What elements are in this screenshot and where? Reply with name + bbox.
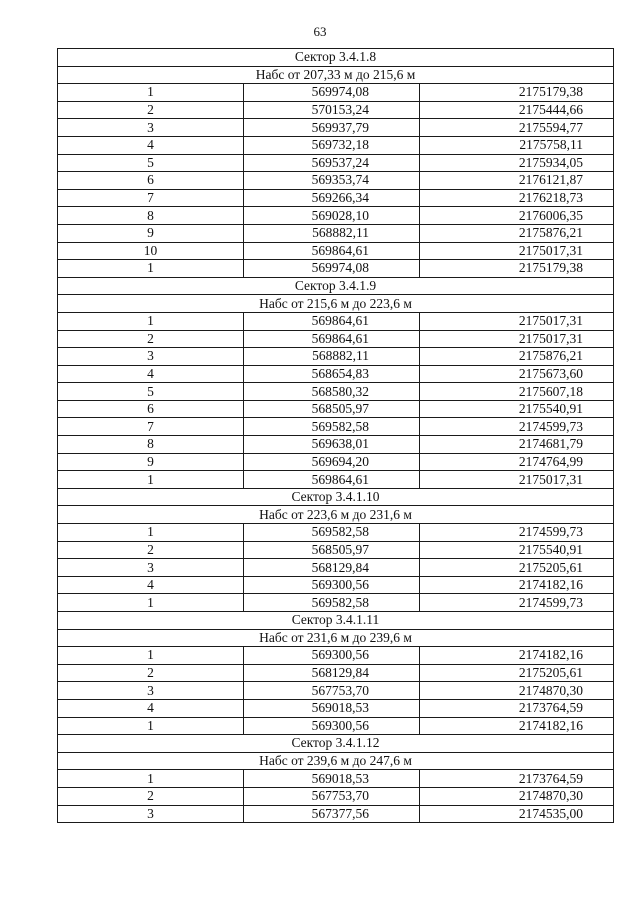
table-row xyxy=(58,787,614,805)
point-number: 8 xyxy=(58,207,244,225)
y-coordinate: 2175017,31 xyxy=(420,471,614,489)
point-number: 8 xyxy=(58,436,244,454)
x-coordinate: 569974,08 xyxy=(244,84,420,102)
sector-header-row xyxy=(58,49,614,67)
x-coordinate: 568505,97 xyxy=(244,400,420,418)
x-coordinate: 569537,24 xyxy=(244,154,420,172)
x-coordinate: 569937,79 xyxy=(244,119,420,137)
point-number: 2 xyxy=(58,101,244,119)
table-row xyxy=(58,418,614,436)
height-range-row xyxy=(58,752,614,770)
point-number: 5 xyxy=(58,383,244,401)
point-number: 1 xyxy=(58,312,244,330)
table-row xyxy=(58,559,614,577)
y-coordinate: 2175594,77 xyxy=(420,119,614,137)
y-coordinate: 2176006,35 xyxy=(420,207,614,225)
point-number: 1 xyxy=(58,524,244,542)
table-row xyxy=(58,383,614,401)
y-coordinate: 2176121,87 xyxy=(420,172,614,190)
height-range-row xyxy=(58,295,614,313)
table-row xyxy=(58,84,614,102)
y-coordinate: 2173764,59 xyxy=(420,699,614,717)
y-coordinate: 2174870,30 xyxy=(420,787,614,805)
point-number: 2 xyxy=(58,787,244,805)
x-coordinate: 569266,34 xyxy=(244,189,420,207)
sector-title: Сектор 3.4.1.12 xyxy=(58,735,614,753)
point-number: 9 xyxy=(58,224,244,242)
x-coordinate: 569300,56 xyxy=(244,647,420,665)
y-coordinate: 2175179,38 xyxy=(420,260,614,278)
x-coordinate: 567377,56 xyxy=(244,805,420,823)
y-coordinate: 2174870,30 xyxy=(420,682,614,700)
x-coordinate: 569018,53 xyxy=(244,699,420,717)
y-coordinate: 2175540,91 xyxy=(420,400,614,418)
y-coordinate: 2174599,73 xyxy=(420,418,614,436)
page-number: 63 xyxy=(313,24,327,39)
y-coordinate: 2175444,66 xyxy=(420,101,614,119)
point-number: 3 xyxy=(58,348,244,366)
y-coordinate: 2175017,31 xyxy=(420,330,614,348)
point-number: 9 xyxy=(58,453,244,471)
y-coordinate: 2175017,31 xyxy=(420,312,614,330)
table-row xyxy=(58,330,614,348)
table-row xyxy=(58,207,614,225)
y-coordinate: 2174182,16 xyxy=(420,717,614,735)
table-row xyxy=(58,242,614,260)
table-row xyxy=(58,101,614,119)
sector-header-row xyxy=(58,488,614,506)
sector-title: Сектор 3.4.1.8 xyxy=(58,49,614,67)
height-range-row xyxy=(58,506,614,524)
y-coordinate: 2174535,00 xyxy=(420,805,614,823)
point-number: 10 xyxy=(58,242,244,260)
x-coordinate: 568654,83 xyxy=(244,365,420,383)
y-coordinate: 2175205,61 xyxy=(420,664,614,682)
x-coordinate: 569694,20 xyxy=(244,453,420,471)
point-number: 2 xyxy=(58,541,244,559)
y-coordinate: 2175205,61 xyxy=(420,559,614,577)
point-number: 5 xyxy=(58,154,244,172)
x-coordinate: 569864,61 xyxy=(244,242,420,260)
y-coordinate: 2174182,16 xyxy=(420,576,614,594)
y-coordinate: 2174182,16 xyxy=(420,647,614,665)
table-row xyxy=(58,541,614,559)
point-number: 7 xyxy=(58,189,244,207)
x-coordinate: 569864,61 xyxy=(244,312,420,330)
table-row xyxy=(58,717,614,735)
point-number: 1 xyxy=(58,84,244,102)
sector-title: Сектор 3.4.1.11 xyxy=(58,612,614,630)
table-row xyxy=(58,664,614,682)
y-coordinate: 2176218,73 xyxy=(420,189,614,207)
sector-header-row xyxy=(58,612,614,630)
y-coordinate: 2175607,18 xyxy=(420,383,614,401)
point-number: 1 xyxy=(58,594,244,612)
table-row xyxy=(58,682,614,700)
x-coordinate: 568580,32 xyxy=(244,383,420,401)
table-row xyxy=(58,576,614,594)
point-number: 2 xyxy=(58,330,244,348)
height-range: Набс от 239,6 м до 247,6 м xyxy=(58,752,614,770)
height-range: Набс от 207,33 м до 215,6 м xyxy=(58,66,614,84)
point-number: 1 xyxy=(58,647,244,665)
x-coordinate: 569300,56 xyxy=(244,717,420,735)
x-coordinate: 569974,08 xyxy=(244,260,420,278)
y-coordinate: 2174599,73 xyxy=(420,594,614,612)
y-coordinate: 2175540,91 xyxy=(420,541,614,559)
x-coordinate: 569300,56 xyxy=(244,576,420,594)
table-row xyxy=(58,189,614,207)
x-coordinate: 569638,01 xyxy=(244,436,420,454)
point-number: 4 xyxy=(58,699,244,717)
table-row xyxy=(58,699,614,717)
point-number: 2 xyxy=(58,664,244,682)
x-coordinate: 569582,58 xyxy=(244,594,420,612)
height-range: Набс от 215,6 м до 223,6 м xyxy=(58,295,614,313)
x-coordinate: 569582,58 xyxy=(244,418,420,436)
y-coordinate: 2175876,21 xyxy=(420,224,614,242)
x-coordinate: 569864,61 xyxy=(244,330,420,348)
table-row xyxy=(58,154,614,172)
x-coordinate: 568129,84 xyxy=(244,664,420,682)
table-row xyxy=(58,224,614,242)
coordinates-table xyxy=(57,48,614,823)
x-coordinate: 569353,74 xyxy=(244,172,420,190)
height-range: Набс от 231,6 м до 239,6 м xyxy=(58,629,614,647)
x-coordinate: 568882,11 xyxy=(244,348,420,366)
table-body xyxy=(58,49,614,823)
point-number: 4 xyxy=(58,576,244,594)
table-row xyxy=(58,594,614,612)
y-coordinate: 2174599,73 xyxy=(420,524,614,542)
table-row xyxy=(58,400,614,418)
y-coordinate: 2174681,79 xyxy=(420,436,614,454)
y-coordinate: 2175179,38 xyxy=(420,84,614,102)
height-range-row xyxy=(58,66,614,84)
point-number: 4 xyxy=(58,365,244,383)
point-number: 1 xyxy=(58,770,244,788)
point-number: 1 xyxy=(58,471,244,489)
point-number: 6 xyxy=(58,172,244,190)
y-coordinate: 2175673,60 xyxy=(420,365,614,383)
point-number: 3 xyxy=(58,805,244,823)
sector-header-row xyxy=(58,735,614,753)
y-coordinate: 2175758,11 xyxy=(420,136,614,154)
table-row xyxy=(58,172,614,190)
x-coordinate: 568129,84 xyxy=(244,559,420,577)
table-row xyxy=(58,365,614,383)
height-range: Набс от 223,6 м до 231,6 м xyxy=(58,506,614,524)
x-coordinate: 568882,11 xyxy=(244,224,420,242)
point-number: 4 xyxy=(58,136,244,154)
table-row xyxy=(58,805,614,823)
y-coordinate: 2175934,05 xyxy=(420,154,614,172)
table-row xyxy=(58,436,614,454)
table-row xyxy=(58,119,614,137)
x-coordinate: 569018,53 xyxy=(244,770,420,788)
table-row xyxy=(58,312,614,330)
table-row xyxy=(58,260,614,278)
point-number: 1 xyxy=(58,260,244,278)
table-row xyxy=(58,348,614,366)
y-coordinate: 2173764,59 xyxy=(420,770,614,788)
y-coordinate: 2175017,31 xyxy=(420,242,614,260)
point-number: 3 xyxy=(58,119,244,137)
x-coordinate: 570153,24 xyxy=(244,101,420,119)
table-row xyxy=(58,136,614,154)
point-number: 1 xyxy=(58,717,244,735)
x-coordinate: 569732,18 xyxy=(244,136,420,154)
sector-title: Сектор 3.4.1.9 xyxy=(58,277,614,295)
y-coordinate: 2174764,99 xyxy=(420,453,614,471)
table-row xyxy=(58,524,614,542)
x-coordinate: 569864,61 xyxy=(244,471,420,489)
point-number: 3 xyxy=(58,682,244,700)
point-number: 6 xyxy=(58,400,244,418)
height-range-row xyxy=(58,629,614,647)
point-number: 3 xyxy=(58,559,244,577)
sector-title: Сектор 3.4.1.10 xyxy=(58,488,614,506)
table-row xyxy=(58,647,614,665)
x-coordinate: 569028,10 xyxy=(244,207,420,225)
y-coordinate: 2175876,21 xyxy=(420,348,614,366)
x-coordinate: 567753,70 xyxy=(244,787,420,805)
x-coordinate: 568505,97 xyxy=(244,541,420,559)
sector-header-row xyxy=(58,277,614,295)
table-row xyxy=(58,453,614,471)
x-coordinate: 569582,58 xyxy=(244,524,420,542)
point-number: 7 xyxy=(58,418,244,436)
table-row xyxy=(58,471,614,489)
x-coordinate: 567753,70 xyxy=(244,682,420,700)
table-row xyxy=(58,770,614,788)
